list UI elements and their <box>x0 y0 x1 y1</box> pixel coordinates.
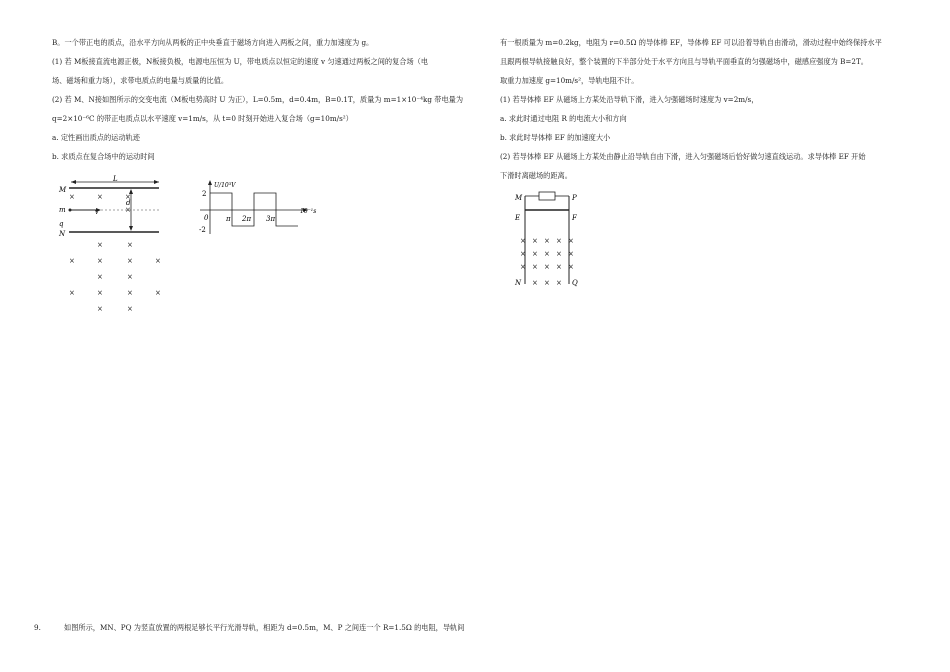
svg-text:×: × <box>127 273 133 281</box>
svg-text:×: × <box>544 279 550 287</box>
svg-text:×: × <box>520 237 526 245</box>
x-tick-3pi: 3π <box>266 215 276 223</box>
svg-text:×: × <box>568 237 574 245</box>
magnetic-field-crosses <box>69 193 161 313</box>
y-axis-label: U/10³V <box>214 182 236 189</box>
y-tick-2: 2 <box>202 190 207 198</box>
svg-text:×: × <box>556 237 562 245</box>
label-q: q <box>59 220 64 228</box>
right-text-line: 取重力加速度 g=10m/s²，导轨电阻不计。 <box>500 76 639 85</box>
svg-text:×: × <box>69 289 75 297</box>
left-text-line: (2) 若 M、N接如图所示的交变电流（M板电势高时 U 为正），L=0.5m，d=0.4m，B=0.1T，质量为 m=1×10⁻⁴kg 带电量为 <box>52 95 464 104</box>
svg-text:×: × <box>97 241 103 249</box>
svg-text:×: × <box>97 257 103 265</box>
svg-text:×: × <box>127 241 133 249</box>
svg-text:×: × <box>97 289 103 297</box>
svg-text:×: × <box>520 263 526 271</box>
right-text-line: (2) 若导体棒 EF 从磁场上方某处由静止沿导轨自由下滑，进入匀强磁场后恰好做匀速直线运动。求导体棒 EF 开始 <box>500 152 866 161</box>
label-d: d <box>126 199 131 207</box>
right-text-line: a. 求此时通过电阻 R 的电流大小和方向 <box>500 114 627 123</box>
magnetic-field-crosses <box>520 237 574 287</box>
left-text-line: 场、磁场和重力场），求带电质点的电量与质量的比值。 <box>52 76 229 85</box>
svg-text:×: × <box>155 289 161 297</box>
y-tick-minus-2: -2 <box>199 226 206 234</box>
label-m: m <box>59 206 66 214</box>
x-tick-pi: π <box>226 215 231 223</box>
label-N: N <box>59 230 66 238</box>
label-F: F <box>572 214 577 222</box>
svg-text:×: × <box>127 305 133 313</box>
label-v: v <box>95 209 99 216</box>
svg-text:×: × <box>97 273 103 281</box>
label-L: L <box>113 175 118 183</box>
right-text-line: 有一根质量为 m=0.2kg，电阻为 r=0.5Ω 的导体棒 EF，导体棒 EF 可以沿着导轨自由滑动，滑动过程中始终保持水平 <box>500 38 882 47</box>
left-text-line: a. 定性画出质点的运动轨迹 <box>52 133 140 142</box>
left-text-line: (1) 若 M板接直流电源正极，N板接负极，电源电压恒为 U，带电质点以恒定的速度 v 匀速通过两板之间的复合场（电 <box>52 57 429 66</box>
right-text-line: 且跟两根导轨接触良好，整个装置的下半部分处于水平方向且与导轨平面垂直的匀强磁场中，磁感应强度为 B=2T。 <box>500 57 868 66</box>
svg-text:×: × <box>97 193 103 201</box>
left-text-line: B。一个带正电的质点，沿水平方向从两板的正中央垂直于磁场方向进入两板之间，重力加速度为 g。 <box>52 38 374 47</box>
svg-text:×: × <box>532 237 538 245</box>
vertical-rails-figure <box>505 188 595 293</box>
voltage-time-graph <box>196 178 326 236</box>
question-number: 9. <box>34 623 41 632</box>
svg-text:×: × <box>544 263 550 271</box>
svg-text:×: × <box>155 257 161 265</box>
left-text-line: q=2×10⁻⁶C 的带正电质点以水平速度 v=1m/s，从 t=0 时刻开始进入复合场（g=10m/s²） <box>52 114 353 123</box>
svg-text:×: × <box>520 250 526 258</box>
label-P: P <box>572 194 577 202</box>
svg-text:×: × <box>127 289 133 297</box>
right-text-line: b. 求此时导体棒 EF 的加速度大小 <box>500 133 611 142</box>
label-M: M <box>515 194 523 202</box>
label-Q: Q <box>572 279 578 287</box>
svg-text:×: × <box>127 257 133 265</box>
svg-text:×: × <box>568 250 574 258</box>
right-text-line: 下滑时离磁场的距离。 <box>500 171 572 180</box>
left-text-line: b. 求质点在复合场中的运动时间 <box>52 152 155 161</box>
svg-text:×: × <box>544 250 550 258</box>
plates-magnetic-field-figure <box>55 174 175 314</box>
label-E: E <box>515 214 521 222</box>
svg-text:×: × <box>532 279 538 287</box>
svg-text:×: × <box>69 257 75 265</box>
svg-text:×: × <box>69 193 75 201</box>
svg-text:×: × <box>97 305 103 313</box>
svg-text:×: × <box>556 250 562 258</box>
svg-text:×: × <box>568 263 574 271</box>
resistor-R <box>539 192 555 200</box>
svg-text:×: × <box>544 237 550 245</box>
square-wave <box>210 193 298 226</box>
svg-text:×: × <box>125 206 131 214</box>
label-M: M <box>59 186 67 194</box>
right-text-line: (1) 若导体棒 EF 从磁场上方某处沿导轨下滑，进入匀强磁场时速度为 v=2m/s， <box>500 95 759 104</box>
x-tick-2pi: 2π <box>242 215 252 223</box>
svg-text:×: × <box>532 263 538 271</box>
svg-text:×: × <box>556 263 562 271</box>
label-N: N <box>515 279 522 287</box>
svg-text:×: × <box>532 250 538 258</box>
svg-text:×: × <box>556 279 562 287</box>
svg-text:×: × <box>125 193 131 201</box>
question-9-text: 如图所示，MN、PQ 为竖直放置的两根足够长平行光滑导轨，相距为 d=0.5m，M、P 之间连一个 R=1.5Ω 的电阻，导轨间 <box>64 623 465 632</box>
origin-label: 0 <box>204 214 209 222</box>
x-axis-label: 10⁻¹s <box>300 208 317 215</box>
